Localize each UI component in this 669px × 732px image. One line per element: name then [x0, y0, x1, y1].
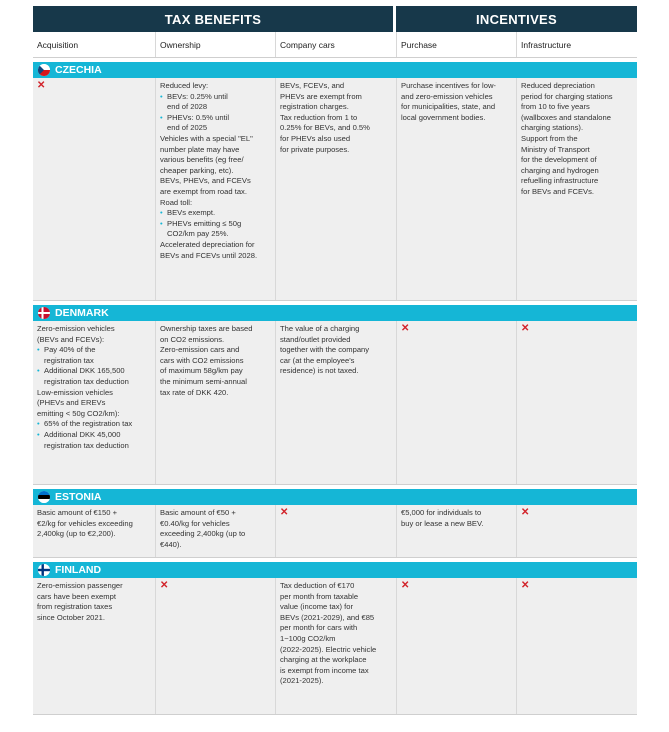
cell-text-line: registration tax deduction	[44, 376, 129, 386]
cell-text-line: Tax reduction from 1 to	[280, 112, 358, 122]
cell-text-line: • PHEVs: 0.5% until	[160, 113, 271, 124]
table-row-finland	[33, 578, 637, 715]
cell-text-line: Support from the	[521, 133, 578, 143]
cell-text-line: per month from taxable	[280, 591, 359, 601]
cell-text-line: value (income tax) for	[280, 602, 354, 612]
column-header-ownership: Ownership	[155, 32, 275, 57]
czechia-acquisition-cell	[33, 78, 155, 300]
cell-text-line: (wallboxes and standalone	[521, 112, 611, 122]
cell-text-line: stand/outlet provided	[280, 334, 351, 344]
cell-text-line: PHEVs are exempt from	[280, 91, 362, 101]
cell-text-line: for private purposes.	[280, 144, 350, 154]
cell-text-line: €2/kg for vehicles exceeding	[37, 518, 133, 528]
cell-text-line: • BEVs: 0.25% until	[160, 92, 271, 103]
cell-text-line: various benefits (eg free/	[160, 155, 244, 165]
cell-text-line: Zero-emission cars and	[160, 345, 240, 355]
finland-company-cars-cell	[275, 578, 396, 714]
table-row-estonia	[33, 505, 637, 558]
table-row-denmark	[33, 321, 637, 485]
cell-text-line: CO2/km pay 25%.	[167, 229, 229, 239]
denmark-flag-icon	[38, 307, 50, 319]
cell-text-line: Basic amount of €150 +	[37, 508, 117, 517]
table-row-czechia	[33, 78, 637, 301]
cell-text-line: end of 2028	[167, 102, 208, 112]
finland-infrastructure-cell	[516, 578, 637, 714]
czechia-purchase-cell	[396, 78, 516, 300]
not-available-cross-icon: ✕	[521, 507, 530, 518]
not-available-cross-icon: ✕	[37, 80, 46, 91]
cell-text-line: charging and hydrogen	[521, 165, 599, 175]
table-header	[33, 6, 637, 32]
cell-text-line: BEVs, PHEVs, and FCEVs	[160, 176, 251, 186]
cell-text-line: (BEVs and FCEVs):	[37, 334, 105, 344]
cell-text-line: and zero-emission vehicles	[401, 91, 493, 101]
cell-text-line: for municipalities, state, and	[401, 102, 496, 112]
country-bar-denmark	[33, 305, 637, 321]
denmark-company-cars-cell	[275, 321, 396, 484]
cell-text-line: Accelerated depreciation for	[160, 239, 255, 249]
estonia-ownership-cell	[155, 505, 275, 557]
cell-text-line: Low-emission vehicles	[37, 387, 113, 397]
cell-text-line: Vehicles with a special "EL"	[160, 133, 253, 143]
cell-text-line: is exempt from income tax	[280, 665, 369, 675]
denmark-ownership-cell	[155, 321, 275, 484]
cell-text-line: are exempt from road tax.	[160, 186, 247, 196]
cell-text-line: • Additional DKK 165,500	[37, 366, 151, 377]
czechia-infrastructure-cell	[516, 78, 637, 300]
not-available-cross-icon: ✕	[521, 323, 530, 334]
cell-text-line: • PHEVs emitting ≤ 50g	[160, 219, 271, 230]
cell-text-line: cheaper parking, etc).	[160, 165, 234, 175]
czechia-ownership-cell	[155, 78, 275, 300]
cell-text-line: emitting < 50g CO2/km):	[37, 408, 120, 418]
cell-text-line: since October 2021.	[37, 612, 105, 622]
not-available-cross-icon: ✕	[401, 323, 410, 334]
estonia-purchase-cell	[396, 505, 516, 557]
cell-text-line: refuelling infrastructure	[521, 176, 599, 186]
cell-text-line: Zero-emission passenger	[37, 581, 123, 590]
cell-text-line: BEVs, FCEVs, and	[280, 81, 345, 90]
finland-acquisition-cell	[33, 578, 155, 714]
cell-text-line: of maximum 58g/km pay	[160, 366, 243, 376]
estonia-company-cars-cell	[275, 505, 396, 557]
cell-text-line: (2022-2025). Electric vehicle	[280, 644, 377, 654]
cell-text-line: together with the company	[280, 345, 370, 355]
cell-text-line: for the development of	[521, 155, 597, 165]
cell-text-line: • Additional DKK 45,000	[37, 430, 151, 441]
country-bar-finland	[33, 562, 637, 578]
cell-text-line: €0.40/kg for vehicles	[160, 518, 230, 528]
tax-benefits-header: TAX BENEFITS	[33, 6, 393, 32]
cell-text-line: Zero-emission vehicles	[37, 324, 115, 333]
cell-text-line: 2,400kg (up to €2,200).	[37, 529, 116, 539]
cell-text-line: exceeding 2,400kg (up to	[160, 529, 246, 539]
cell-text-line: Purchase incentives for low-	[401, 81, 496, 90]
cell-text-line: local government bodies.	[401, 112, 486, 122]
cell-text-line: from 10 to five years	[521, 102, 590, 112]
country-name: CZECHIA	[55, 64, 102, 76]
not-available-cross-icon: ✕	[401, 580, 410, 591]
cell-text-line: car (at the employee's	[280, 355, 355, 365]
ev-incentives-table	[33, 6, 637, 715]
cell-text-line: BEVs and FCEVs until 2028.	[160, 250, 258, 260]
cell-text-line: number plate may have	[160, 144, 240, 154]
cell-text-line: registration charges.	[280, 102, 349, 112]
country-name: FINLAND	[55, 564, 102, 576]
cell-text-line: cars with CO2 emissions	[160, 355, 244, 365]
estonia-acquisition-cell	[33, 505, 155, 557]
cell-text-line: Ownership taxes are based	[160, 324, 253, 333]
cell-text-line: €5,000 for individuals to	[401, 508, 482, 517]
column-header-company-cars: Company cars	[275, 32, 396, 57]
estonia-flag-icon	[38, 491, 50, 503]
cell-text-line: charging stations).	[521, 123, 584, 133]
column-headers	[33, 32, 637, 58]
cell-text-line: Road toll:	[160, 197, 193, 207]
column-header-infrastructure: Infrastructure	[516, 32, 637, 57]
column-header-purchase: Purchase	[396, 32, 516, 57]
not-available-cross-icon: ✕	[521, 580, 530, 591]
cell-text-line: €440).	[160, 539, 182, 549]
cell-text-line: (2021-2025).	[280, 676, 324, 686]
cell-text-line: cars have been exempt	[37, 591, 116, 601]
cell-text-line: Reduced levy:	[160, 81, 209, 90]
finland-flag-icon	[38, 564, 50, 576]
denmark-acquisition-cell	[33, 321, 155, 484]
cell-text-line: BEVs (2021-2029), and €85	[280, 612, 375, 622]
denmark-infrastructure-cell	[516, 321, 637, 484]
denmark-purchase-cell	[396, 321, 516, 484]
country-bar-czechia	[33, 62, 637, 78]
cell-text-line: period for charging stations	[521, 91, 613, 101]
cell-text-line: • 65% of the registration tax	[37, 419, 151, 430]
not-available-cross-icon: ✕	[160, 580, 169, 591]
cell-text-line: • BEVs exempt.	[160, 208, 271, 219]
cell-text-line: Reduced depreciation	[521, 81, 595, 90]
country-name: DENMARK	[55, 307, 109, 319]
cell-text-line: registration tax	[44, 355, 94, 365]
czechia-company-cars-cell	[275, 78, 396, 300]
cell-text-line: on CO2 emissions.	[160, 334, 225, 344]
cell-text-line: end of 2025	[167, 123, 208, 133]
cell-text-line: from registration taxes	[37, 602, 113, 612]
cell-text-line: • Pay 40% of the	[37, 345, 151, 356]
column-header-acquisition: Acquisition	[37, 40, 79, 50]
cell-text-line: the minimum semi-annual	[160, 376, 247, 386]
cell-text-line: for PHEVs also used	[280, 133, 351, 143]
cell-text-line: The value of a charging	[280, 324, 360, 333]
cell-text-line: per month for cars with	[280, 623, 358, 633]
czechia-flag-icon	[38, 64, 50, 76]
incentives-header: INCENTIVES	[396, 6, 637, 32]
finland-purchase-cell	[396, 578, 516, 714]
cell-text-line: Basic amount of €50 +	[160, 508, 236, 517]
cell-text-line: buy or lease a new BEV.	[401, 518, 484, 528]
country-name: ESTONIA	[55, 491, 102, 503]
estonia-infrastructure-cell	[516, 505, 637, 557]
country-bar-estonia	[33, 489, 637, 505]
cell-text-line: tax rate of DKK 420.	[160, 387, 229, 397]
cell-text-line: Tax deduction of €170	[280, 581, 355, 590]
cell-text-line: registration tax deduction	[44, 440, 129, 450]
finland-ownership-cell	[155, 578, 275, 714]
cell-text-line: 1−100g CO2/km	[280, 633, 336, 643]
cell-text-line: for BEVs and FCEVs.	[521, 186, 595, 196]
cell-text-line: residence) is not taxed.	[280, 366, 359, 376]
cell-text-line: 0.25% for BEVs, and 0.5%	[280, 123, 370, 133]
cell-text-line: charging at the workplace	[280, 655, 367, 665]
cell-text-line: Ministry of Transport	[521, 144, 590, 154]
not-available-cross-icon: ✕	[280, 507, 289, 518]
cell-text-line: (PHEVs and EREVs	[37, 398, 106, 408]
